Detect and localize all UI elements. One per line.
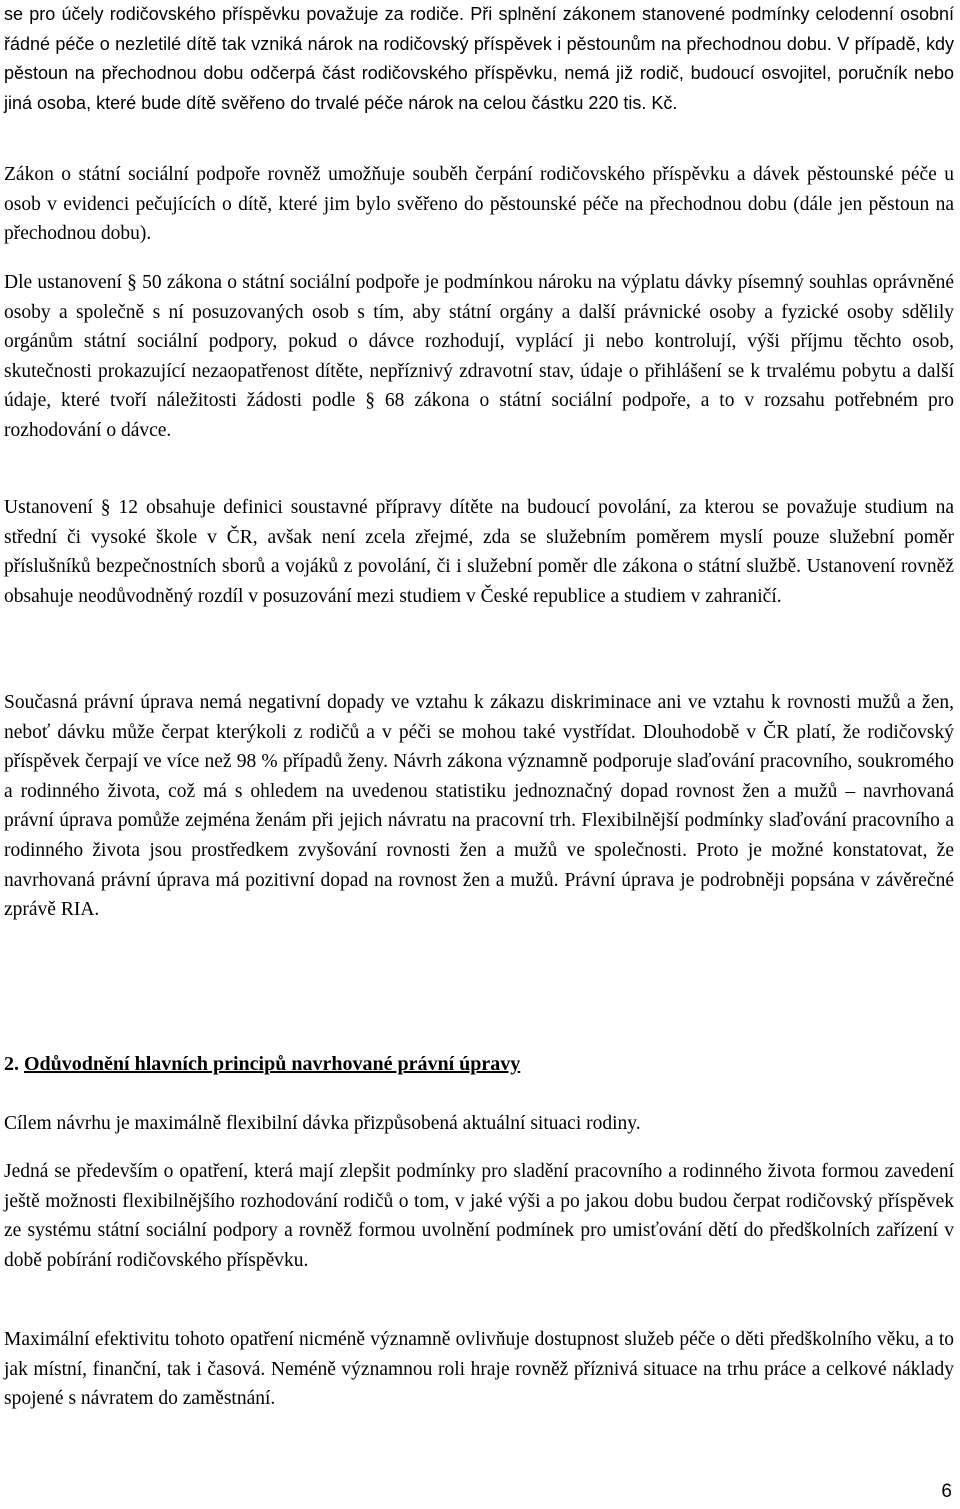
paragraph-equality: Současná právní úprava nemá negativní dopady ve vztahu k zákazu diskriminace ani ve vztahu k rovnosti mužů a žen, neboť dávku může čerpat kterýkoli z rodičů a v péči se mohou také vystřídat. Dlouhodobě v ČR platí, že rodičovský příspěvek čerpají ve více než 98 % případů ženy. Návrh zákona významně podporuje slaďování pracovního, soukromého a rodinného života, což má s ohledem na uvedenou statistiku jednoznačný dopad rovnost žen a mužů – navrhovaná právní úprava pomůže zejména ženám při jejich návratu na pracovní trh. Flexibilnější podmínky slaďování pracovního a rodinného života jsou prostředkem zvyšování rovnosti žen a mužů ve společnosti. Proto je možné konstatovat, že navrhovaná právní úprava má pozitivní dopad na rovnost žen a mužů. Právní úprava je podrobněji popsána v závěrečné zprávě RIA. (4, 692, 954, 921)
paragraph-parental-allowance: se pro účely rodičovského příspěvku považuje za rodiče. Při splnění zákonem stanovené podmínky celodenní osobní řádné péče o nezletilé dítě tak vzniká nárok na rodičovský příspěvek i pěstounům na přechodnou dobu. V případě, kdy pěstoun na přechodnou dobu odčerpá část rodičovského příspěvku, nemá již rodič, budoucí osvojitel, poručník nebo jiná osoba, které bude dítě svěřeno do trvalé péče nárok na celou částku 220 tis. Kč. (4, 4, 954, 113)
section-number: 2. (4, 1053, 19, 1075)
section-heading (4, 1050, 520, 1080)
paragraph-concurrent-benefits: Zákon o státní sociální podpoře rovněž umožňuje souběh čerpání rodičovského příspěvku a dávek pěstounské péče u osob v evidenci pečujících o dítě, které jim bylo svěřeno do pěstounské péče na přechodnou dobu (dále jen pěstoun na přechodnou dobu). (4, 164, 954, 245)
page-number: 6 (941, 1481, 952, 1502)
section-title: Odůvodnění hlavních principů navrhované právní úpravy (24, 1053, 521, 1075)
paragraph-measures: Jedná se především o opatření, která mají zlepšit podmínky pro sladění pracovního a rodinného života formou zavedení ještě možnosti flexibilnějšího rozhodování rodičů o tom, v jaké výši a po jakou dobu budou čerpat rodičovský příspěvek ze systému státní sociální podpory a rovněž formou uvolnění podmínek pro umisťování dětí do předškolních zařízení v době pobírání rodičovského příspěvku. (4, 1161, 954, 1271)
paragraph-goal: Cílem návrhu je maximálně flexibilní dávka přizpůsobená aktuální situaci rodiny. (4, 1113, 641, 1134)
paragraph-section-12: Ustanovení § 12 obsahuje definici soustavné přípravy dítěte na budoucí povolání, za kterou se považuje studium na střední či vysoké škole v ČR, avšak není zcela zřejmé, zda se služebním poměrem myslí pouze služební poměr příslušníků bezpečnostních sborů a vojáků z povolání, či i služební poměr dle zákona o státní službě. Ustanovení rovněž obsahuje neodůvodněný rozdíl v posuzování mezi studiem v České republice a studiem v zahraničí. (4, 497, 954, 607)
paragraph-effectiveness: Maximální efektivitu tohoto opatření nicméně významně ovlivňuje dostupnost služeb péče o děti předškolního věku, a to jak místní, finanční, tak i časová. Neméně významnou roli hraje rovněž příznivá situace na trhu práce a celkové náklady spojené s návratem do zaměstnání. (4, 1329, 954, 1410)
paragraph-consent-provision: Dle ustanovení § 50 zákona o státní sociální podpoře je podmínkou nároku na výplatu dávky písemný souhlas oprávněné osoby a společně s ní posuzovaných osob s tím, aby státní orgány a další právnické osoby a fyzické osoby sdělily orgánům státní sociální podpory, pokud o dávce rozhodují, vyplácí ji nebo kontrolují, výši příjmu těchto osob, skutečnosti prokazující nezaopatřenost dítěte, nepříznivý zdravotní stav, údaje o přihlášení se k trvalému pobytu a další údaje, které tvoří náležitosti žádosti podle § 68 zákona o státní sociální podpoře, a to v rozsahu potřebném pro rozhodování o dávce. (4, 272, 954, 441)
